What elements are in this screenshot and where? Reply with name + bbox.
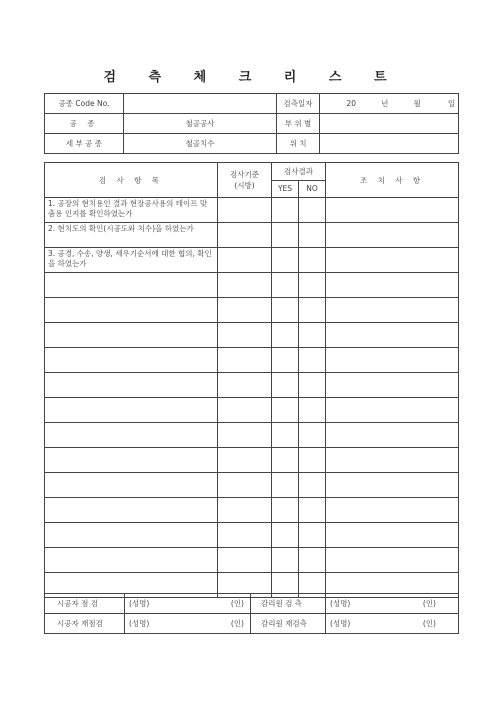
checklist-standard-cell[interactable]	[218, 473, 272, 498]
checklist-action-cell[interactable]	[326, 423, 459, 448]
part-label: 부 위 별	[277, 114, 320, 134]
checklist-row	[45, 423, 459, 448]
checklist-item-text	[45, 548, 218, 573]
checklist-standard-cell[interactable]	[218, 523, 272, 548]
inspection-checklist-table	[44, 162, 459, 598]
header-standard	[218, 163, 272, 198]
checklist-no-cell[interactable]	[299, 398, 326, 423]
checklist-action-cell[interactable]	[326, 398, 459, 423]
supervisor-inspect-seal: (인)	[422, 599, 436, 608]
checklist-item-text	[45, 298, 218, 323]
checklist-action-cell[interactable]	[326, 273, 459, 298]
checklist-yes-cell[interactable]	[272, 398, 299, 423]
checklist-standard-cell[interactable]	[218, 323, 272, 348]
checklist-no-cell[interactable]	[299, 548, 326, 573]
checklist-row	[45, 273, 459, 298]
checklist-action-cell[interactable]	[326, 348, 459, 373]
checklist-item-text	[45, 523, 218, 548]
checklist-no-cell[interactable]	[299, 373, 326, 398]
checklist-standard-cell[interactable]	[218, 398, 272, 423]
location-label: 위 치	[277, 134, 320, 154]
checklist-row	[45, 523, 459, 548]
checklist-no-cell[interactable]	[299, 423, 326, 448]
checklist-no-cell[interactable]	[299, 473, 326, 498]
work-type-label: 공 종	[45, 114, 124, 134]
contractor-recheck-signature[interactable]	[125, 614, 251, 634]
date-day-unit: 일	[447, 99, 456, 108]
checklist-row	[45, 198, 459, 223]
supervisor-reinspect-name: (성명)	[330, 619, 351, 628]
contractor-check-label: 시공자 점 검	[45, 594, 125, 614]
checklist-no-cell[interactable]	[299, 498, 326, 523]
checklist-item-text	[45, 398, 218, 423]
contractor-recheck-seal: (인)	[230, 619, 244, 628]
checklist-row	[45, 398, 459, 423]
checklist-standard-cell[interactable]	[218, 498, 272, 523]
checklist-action-cell[interactable]	[326, 298, 459, 323]
checklist-row	[45, 548, 459, 573]
work-type-field[interactable]: 철골공사	[124, 114, 277, 134]
checklist-no-cell[interactable]	[299, 223, 326, 248]
signature-table	[44, 593, 459, 634]
supervisor-inspect-name: (성명)	[330, 599, 351, 608]
header-yes: YES	[272, 180, 299, 198]
checklist-no-cell[interactable]	[299, 273, 326, 298]
header-no: NO	[299, 180, 326, 198]
work-code-field[interactable]	[124, 94, 277, 114]
checklist-item-text: 1. 공장의 현치용인 결과 현장공사용의 테이프 맞춤용 인지를 확인하였는가	[45, 198, 218, 223]
checklist-row	[45, 298, 459, 323]
checklist-row	[45, 448, 459, 473]
checklist-item-text	[45, 273, 218, 298]
checklist-standard-cell[interactable]	[218, 348, 272, 373]
checklist-standard-cell[interactable]	[218, 198, 272, 223]
checklist-no-cell[interactable]	[299, 323, 326, 348]
checklist-row	[45, 498, 459, 523]
checklist-yes-cell[interactable]	[272, 198, 299, 223]
checklist-yes-cell[interactable]	[272, 323, 299, 348]
supervisor-inspect-label: 감리원 검 측	[251, 594, 326, 614]
checklist-standard-cell[interactable]	[218, 273, 272, 298]
checklist-yes-cell[interactable]	[272, 548, 299, 573]
part-field[interactable]	[320, 114, 459, 134]
header-standard-line2: (시방)	[234, 181, 255, 190]
checklist-yes-cell[interactable]	[272, 498, 299, 523]
checklist-no-cell[interactable]	[299, 448, 326, 473]
checklist-action-cell[interactable]	[326, 223, 459, 248]
checklist-item-text	[45, 373, 218, 398]
checklist-row	[45, 473, 459, 498]
contractor-recheck-name: (성명)	[129, 619, 150, 628]
checklist-standard-cell[interactable]	[218, 548, 272, 573]
checklist-yes-cell[interactable]	[272, 273, 299, 298]
checklist-action-cell[interactable]	[326, 198, 459, 223]
supervisor-reinspect-label: 감리원 재검측	[251, 614, 326, 634]
checklist-yes-cell[interactable]	[272, 348, 299, 373]
header-result: 검사결과	[272, 163, 326, 181]
checklist-item-text	[45, 498, 218, 523]
checklist-no-cell[interactable]	[299, 248, 326, 273]
date-label: 검측일자	[277, 94, 320, 114]
checklist-standard-cell[interactable]	[218, 448, 272, 473]
checklist-yes-cell[interactable]	[272, 448, 299, 473]
checklist-yes-cell[interactable]	[272, 473, 299, 498]
checklist-yes-cell[interactable]	[272, 223, 299, 248]
checklist-action-cell[interactable]	[326, 548, 459, 573]
checklist-standard-cell[interactable]	[218, 223, 272, 248]
contractor-recheck-label: 시공자 재점검	[45, 614, 125, 634]
checklist-yes-cell[interactable]	[272, 373, 299, 398]
checklist-standard-cell[interactable]	[218, 423, 272, 448]
page-title: 검 측 체 크 리 스 트	[103, 70, 401, 85]
work-code-label: 공종 Code No.	[45, 94, 124, 114]
date-year: 20	[346, 99, 356, 108]
checklist-row	[45, 323, 459, 348]
checklist-item-text	[45, 323, 218, 348]
checklist-standard-cell[interactable]	[218, 373, 272, 398]
checklist-yes-cell[interactable]	[272, 298, 299, 323]
checklist-item-text	[45, 348, 218, 373]
contractor-check-signature[interactable]	[125, 594, 251, 614]
checklist-no-cell[interactable]	[299, 523, 326, 548]
checklist-action-cell[interactable]	[326, 498, 459, 523]
checklist-yes-cell[interactable]	[272, 248, 299, 273]
date-month-unit: 월	[413, 99, 421, 108]
date-field[interactable]	[320, 94, 459, 114]
checklist-item-text	[45, 473, 218, 498]
header-action: 조 치 사 항	[326, 163, 459, 198]
checklist-row	[45, 348, 459, 373]
checklist-no-cell[interactable]	[299, 198, 326, 223]
checklist-yes-cell[interactable]	[272, 423, 299, 448]
contractor-check-seal: (인)	[230, 599, 244, 608]
date-year-unit: 년	[381, 99, 389, 108]
checklist-action-cell[interactable]	[326, 523, 459, 548]
checklist-standard-cell[interactable]	[218, 298, 272, 323]
supervisor-reinspect-seal: (인)	[422, 619, 436, 628]
checklist-action-cell[interactable]	[326, 448, 459, 473]
detail-work-field[interactable]: 철골치수	[124, 134, 277, 154]
checklist-item-text	[45, 448, 218, 473]
checklist-item-text: 3. 공경, 수송, 양생, 세우기순서에 대한 협의, 확인을 하였는가	[45, 248, 218, 273]
checklist-body	[45, 198, 459, 598]
checklist-action-cell[interactable]	[326, 323, 459, 348]
supervisor-inspect-signature[interactable]	[326, 594, 459, 614]
checklist-action-cell[interactable]	[326, 248, 459, 273]
detail-work-label: 세 부 공 종	[45, 134, 124, 154]
checklist-action-cell[interactable]	[326, 473, 459, 498]
checklist-action-cell[interactable]	[326, 373, 459, 398]
checklist-row	[45, 248, 459, 273]
header-inspection-item: 검 사 항 목	[45, 163, 218, 198]
contractor-check-name: (성명)	[129, 599, 150, 608]
checklist-no-cell[interactable]	[299, 298, 326, 323]
supervisor-reinspect-signature[interactable]	[326, 614, 459, 634]
checklist-standard-cell[interactable]	[218, 248, 272, 273]
header-info-table	[44, 93, 459, 154]
checklist-item-text: 2. 현치도의 확인(시공도와 치수)을 하였는가	[45, 223, 218, 248]
location-field[interactable]	[320, 134, 459, 154]
checklist-row	[45, 223, 459, 248]
checklist-row	[45, 373, 459, 398]
checklist-yes-cell[interactable]	[272, 523, 299, 548]
checklist-item-text	[45, 423, 218, 448]
header-standard-line1: 검사기준	[230, 170, 259, 179]
checklist-no-cell[interactable]	[299, 348, 326, 373]
